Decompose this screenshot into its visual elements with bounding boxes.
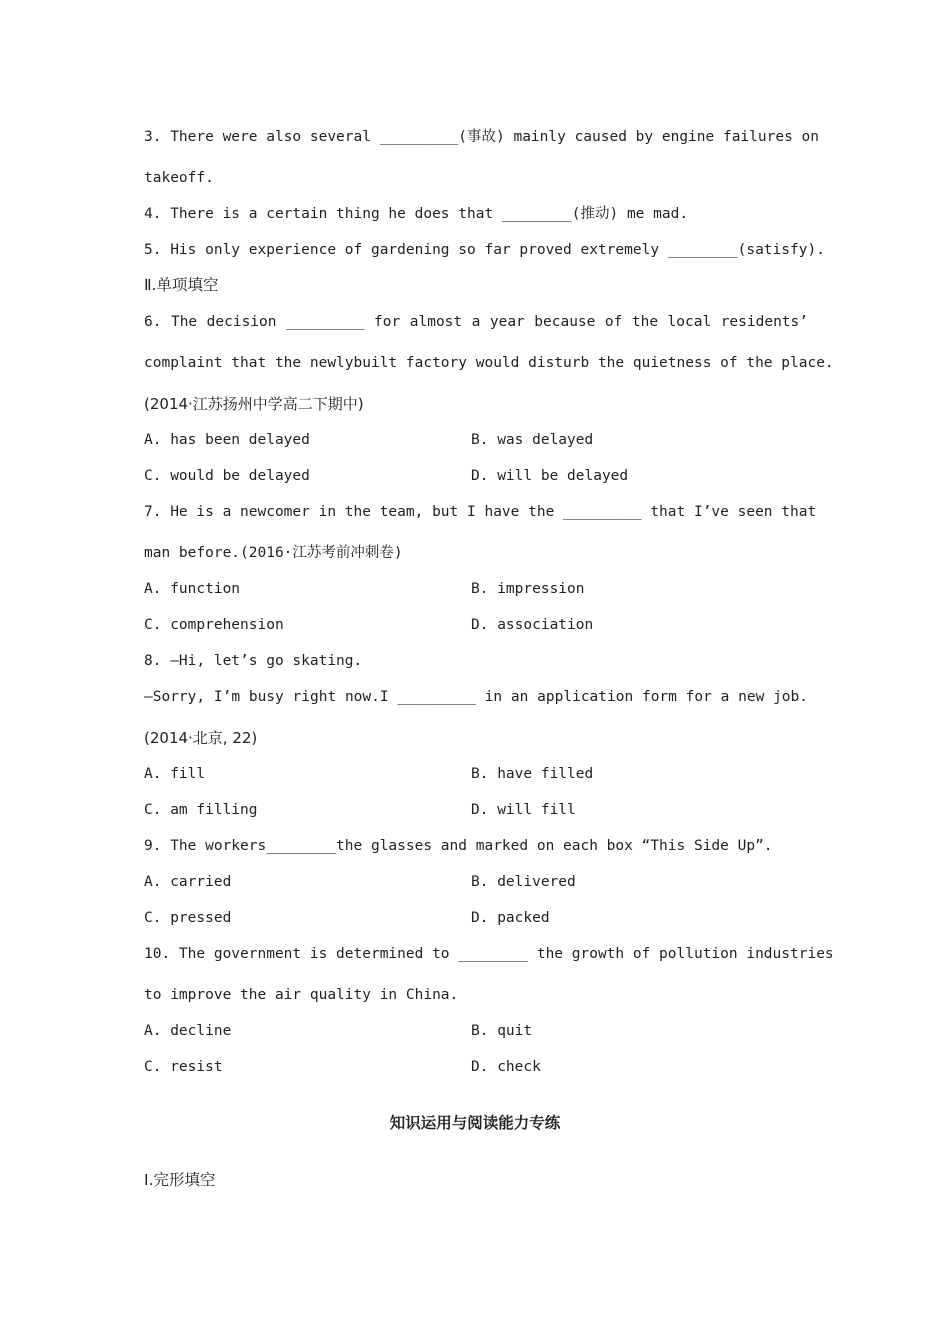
question-6-option-b: B. was delayed: [471, 432, 594, 448]
question-3-line-2: takeoff.: [144, 170, 214, 186]
question-8-line-2: —Sorry, I’m busy right now.I _________ in an application form for a new job.: [144, 689, 808, 705]
question-7-line-2: man before.(2016·江苏考前冲刺卷): [144, 545, 403, 561]
question-8-option-b: B. have filled: [471, 766, 594, 782]
question-10-line-1: 10. The government is determined to ________ the growth of pollution industries: [144, 946, 834, 962]
question-7-line-1: 7. He is a newcomer in the team, but I have the _________ that I’ve seen that: [144, 504, 817, 520]
question-9-option-b: B. delivered: [471, 874, 576, 890]
question-10-line-2: to improve the air quality in China.: [144, 987, 459, 1003]
question-7-option-a: A. function: [144, 581, 241, 597]
question-9-line-1: 9. The workers________the glasses and marked on each box “This Side Up”.: [144, 838, 773, 854]
question-6-line-1: 6. The decision _________ for almost a year because of the local residents’: [144, 314, 808, 330]
question-8-option-a: A. fill: [144, 766, 206, 782]
question-6-option-a: A. has been delayed: [144, 432, 310, 448]
question-6-source: (2014·江苏扬州中学高二下期中): [144, 395, 364, 413]
question-8-option-d: D. will fill: [471, 802, 576, 818]
question-8-line-1: 8. —Hi, let’s go skating.: [144, 653, 363, 669]
question-7-option-d: D. association: [471, 617, 594, 633]
question-7-option-b: B. impression: [471, 581, 585, 597]
question-9-option-d: D. packed: [471, 910, 550, 926]
question-8-option-c: C. am filling: [144, 802, 258, 818]
question-10-option-b: B. quit: [471, 1023, 533, 1039]
question-10-option-d: D. check: [471, 1059, 541, 1075]
section-1-title: Ⅰ.完形填空: [144, 1171, 216, 1189]
question-9-option-c: C. pressed: [144, 910, 232, 926]
practice-heading: 知识运用与阅读能力专练: [389, 1114, 561, 1132]
question-10-option-a: A. decline: [144, 1023, 232, 1039]
question-5: 5. His only experience of gardening so far proved extremely ________(satisfy).: [144, 242, 825, 258]
question-10-option-c: C. resist: [144, 1059, 223, 1075]
question-7-option-c: C. comprehension: [144, 617, 284, 633]
question-3-line-1: 3. There were also several _________(事故) mainly caused by engine failures on: [144, 129, 820, 145]
question-9-option-a: A. carried: [144, 874, 232, 890]
question-8-source: (2014·北京, 22): [144, 729, 258, 747]
question-6-line-2: complaint that the newlybuilt factory would disturb the quietness of the place.: [144, 355, 834, 371]
question-4: 4. There is a certain thing he does that ________(推动) me mad.: [144, 206, 689, 222]
section-2-title: Ⅱ.单项填空: [144, 276, 219, 294]
question-6-option-c: C. would be delayed: [144, 468, 310, 484]
question-6-option-d: D. will be delayed: [471, 468, 629, 484]
